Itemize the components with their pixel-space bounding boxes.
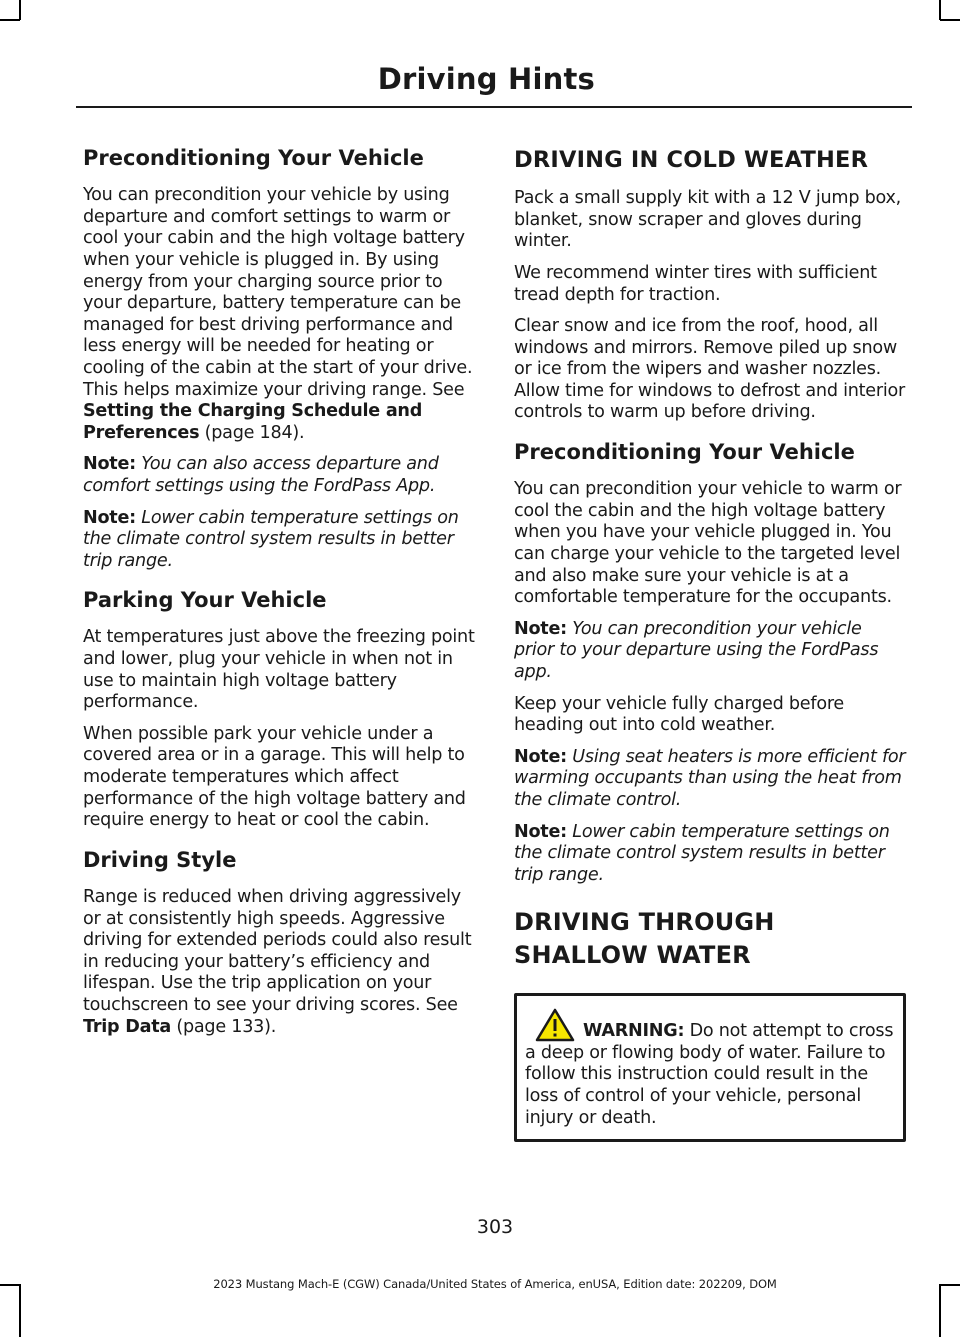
note: Note: Using seat heaters is more efficient for warming occupants than using the heat from the climate control. <box>514 746 906 810</box>
warning-text: WARNING: Do not attempt to cross a deep or flowing body of water. Failure to follow this instruction could result in the loss of control of your vehicle, personal injury or death. <box>525 1008 895 1129</box>
note: Note: You can also access departure and comfort settings using the FordPass App. <box>83 454 439 496</box>
paragraph: You can precondition your vehicle by using departure and comfort settings to warm or cool your cabin and the high voltage battery when your vehicle is plugged in. By using energy from your charging source prior to your departure, battery temperature can be managed for best driving performance and less energy will be needed for heating or cooling of the cabin at the start of your drive. This helps maximize your driving range. See Setting the Charging Schedule and Preferences (page 184). <box>83 185 473 443</box>
crop-mark-top-right <box>939 0 941 20</box>
section-heading-preconditioning-right: Preconditioning Your Vehicle <box>514 440 855 465</box>
paragraph: You can precondition your vehicle to warm or cool the cabin and the high voltage battery when you have your vehicle plugged in. You can charge your vehicle to the targeted level and also make sure your vehicle is at a comfortable temperature for the occupants. <box>514 479 902 608</box>
crop-mark-top-left <box>19 0 21 20</box>
crop-mark-bottom-right <box>939 1284 941 1337</box>
page-header-title: Driving Hints <box>377 62 595 96</box>
cross-reference-link[interactable]: Setting the Charging Schedule and Preferences <box>83 401 423 443</box>
paragraph: When possible park your vehicle under a covered area or in a garage. This will help to moderate temperatures which affect performance of the high voltage battery and require energy to heat or cool the cabin. <box>83 723 466 831</box>
crop-mark-bottom-left <box>19 1284 21 1337</box>
note: Note: You can precondition your vehicle prior to your departure using the FordPass app. <box>514 618 879 682</box>
paragraph: Range is reduced when driving aggressively or at consistently high speeds. Aggressive driving for extended periods could also result in reducing your battery’s efficiency and lifespan. Use the trip application on your touchscreen to see your driving scores. See Trip Data (page 133). <box>83 887 472 1037</box>
page-number: 303 <box>476 1216 514 1238</box>
paragraph: Keep your vehicle fully charged before heading out into cold weather. <box>514 693 845 736</box>
left-column <box>83 146 475 1048</box>
warning-triangle-icon <box>535 1008 583 1042</box>
warning-box <box>514 993 906 1142</box>
footer-text: 2023 Mustang Mach-E (CGW) Canada/United States of America, enUSA, Edition date: 202209, DOM <box>213 1277 777 1291</box>
paragraph: Clear snow and ice from the roof, hood, all windows and mirrors. Remove piled up snow or ice from the wipers and washer nozzles. Allow time for windows to defrost and interior controls to warm up before driving. <box>514 316 905 423</box>
section-heading-cold-weather: DRIVING IN COLD WEATHER <box>514 147 869 173</box>
section-heading-driving-style: Driving Style <box>83 847 237 872</box>
section-heading-preconditioning: Preconditioning Your Vehicle <box>83 146 424 170</box>
header-divider <box>76 106 912 108</box>
paragraph: We recommend winter tires with sufficient tread depth for traction. <box>514 262 877 305</box>
note: Note: Lower cabin temperature settings on the climate control system results in better trip range. <box>514 821 890 885</box>
crop-mark-top-left-h <box>0 19 20 21</box>
crop-mark-top-right-h <box>940 19 960 21</box>
note: Note: Lower cabin temperature settings on the climate control system results in better trip range. <box>83 507 459 571</box>
paragraph: Pack a small supply kit with a 12 V jump box, blanket, snow scraper and gloves during winter. <box>514 188 901 252</box>
right-column <box>514 146 906 1142</box>
paragraph: At temperatures just above the freezing point and lower, plug your vehicle in when not in use to maintain high voltage battery performance. <box>83 627 475 713</box>
cross-reference-link[interactable]: Trip Data <box>83 1016 172 1037</box>
section-heading-parking: Parking Your Vehicle <box>83 588 327 613</box>
section-heading-shallow-water: DRIVING THROUGH SHALLOW WATER <box>514 908 775 969</box>
